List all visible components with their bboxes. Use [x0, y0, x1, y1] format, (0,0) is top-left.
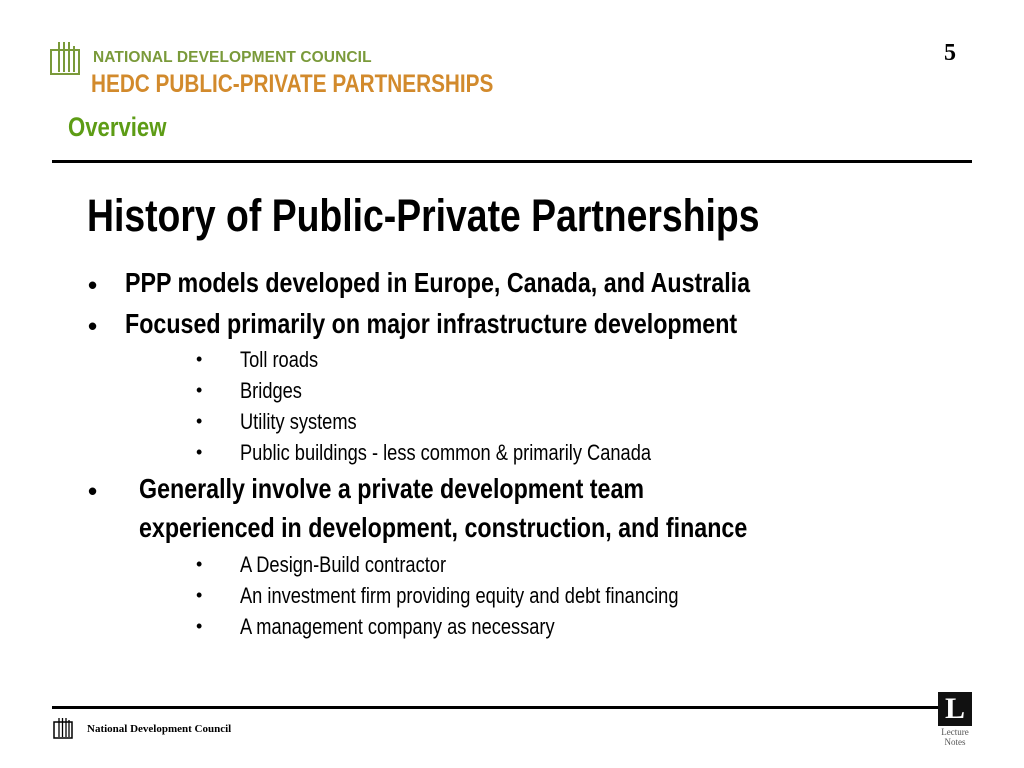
sub-bullet-marker: •: [196, 380, 203, 400]
slide-title: History of Public-Private Partnerships: [87, 190, 760, 241]
footer-divider: [52, 706, 938, 709]
lecture-notes-label: [938, 727, 972, 747]
footer-org-name: National Development Council: [87, 723, 232, 735]
bullet-marker: •: [88, 270, 98, 300]
sub-bullet-marker: •: [196, 349, 203, 369]
program-name: HEDC PUBLIC-PRIVATE PARTNERSHIPS: [91, 70, 494, 98]
sub-bullet-marker: •: [196, 616, 203, 636]
sub-bullet-item: A Design-Build contractor: [240, 552, 447, 577]
sub-bullet-item: Bridges: [240, 378, 302, 403]
ndc-logo-icon: [50, 40, 84, 76]
sub-bullet-item: A management company as necessary: [240, 614, 555, 639]
sub-bullet-marker: •: [196, 554, 203, 574]
bullet-item: Focused primarily on major infrastructure development: [125, 308, 738, 339]
bullet-item-line-2: experienced in development, construction, and finance: [139, 512, 748, 543]
sub-bullet-marker: •: [196, 585, 203, 605]
bullet-item: PPP models developed in Europe, Canada, and Australia: [125, 267, 751, 298]
sub-bullet-item: An investment firm providing equity and debt financing: [240, 583, 679, 608]
lecture-notes-line-2: Notes: [944, 737, 966, 747]
sub-bullet-item: Public buildings - less common & primarily Canada: [240, 440, 652, 465]
bullet-marker: •: [88, 476, 98, 506]
page-number: 5: [944, 40, 956, 66]
org-name: NATIONAL DEVELOPMENT COUNCIL: [93, 49, 372, 66]
bullet-item-line-1: Generally involve a private development team: [139, 473, 645, 504]
sub-bullet-marker: •: [196, 442, 203, 462]
sub-bullet-item: Toll roads: [240, 347, 319, 372]
lecture-notes-line-1: Lecture: [941, 727, 969, 737]
section-heading: Overview: [68, 112, 167, 142]
sub-bullet-marker: •: [196, 411, 203, 431]
sub-bullet-item: Utility systems: [240, 409, 357, 434]
footer-logo-icon: [53, 717, 75, 739]
lecture-notes-logo: L: [938, 692, 972, 726]
header-divider: [52, 160, 972, 163]
bullet-marker: •: [88, 311, 98, 341]
